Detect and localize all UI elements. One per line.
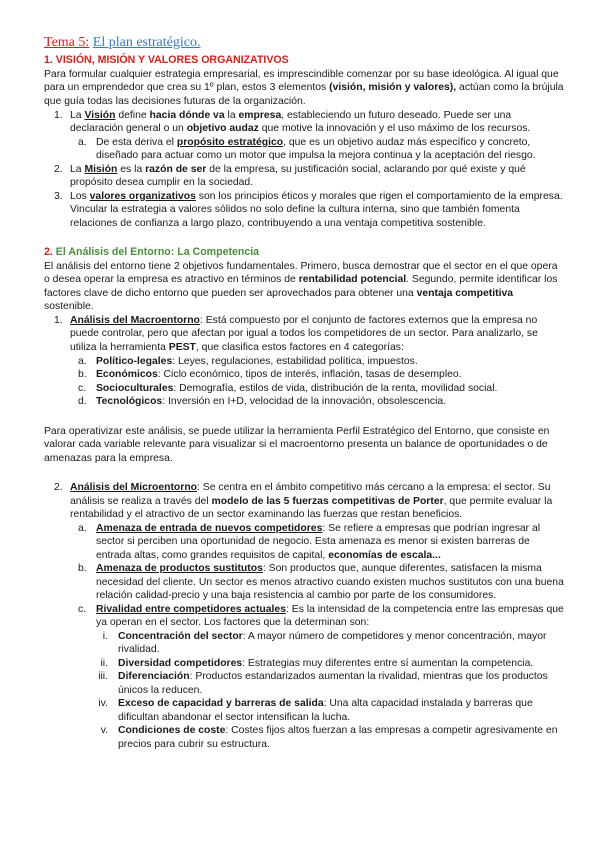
document-page <box>44 34 564 751</box>
list-item-proposito: a. De esta deriva el propósito estratégico, que es un objetivo audaz más específico y concreto, diseñado para actuar como un motor que impulsa la mejora continua y la aceptación del riesgo. <box>78 136 536 162</box>
page-title: Tema 5: El plan estratégico. <box>44 35 201 50</box>
list-item-mision: 2. La Misión es la razón de ser de la empresa, su justificación social, aclarando por qué existe y qué propósito desea cumplir en la sociedad. <box>54 163 526 189</box>
section-1-heading: 1. VISIÓN, MISIÓN Y VALORES ORGANIZATIVOS <box>44 54 289 67</box>
list-item-vision: 1. La Visión define hacia dónde va la empresa, estableciendo un futuro deseado. Puede ser una declaración general o un objetivo audaz que motive la innovación y el uso máximo de los recursos. <box>54 109 531 135</box>
perfil-estrategico-paragraph: Para operativizar este análisis, se puede utilizar la herramienta Perfil Estratégico del Entorno, que consiste en valorar cada variable relevante para visualizar si el macroentorno presenta un balance de oportunidades o de amenazas para la empresa. <box>44 425 550 464</box>
rivalidad-factor-concentracion: i. Concentración del sector: A mayor número de competidores y menor concentración, mayor rivalidad. <box>102 630 547 656</box>
list-item-macroentorno: 1. Análisis del Macroentorno: Está compuesto por el conjunto de factores externos que la empresa no puede controlar, pero que afectan por igual a todos los competidores de un sector. Para analizarlo, se utiliza la herramienta PEST, que clasifica estos factores en 4 categorías: <box>54 314 538 353</box>
list-item-microentorno: 2. Análisis del Microentorno: Se centra en el ámbito competitivo más cercano a la empresa: el sector. Su análisis se realiza a través del modelo de las 5 fuerzas competitivas de Porter, que permite evaluar la rentabilidad y el atractivo de un sector examinando las fuerzas que restan beneficios. <box>54 482 553 521</box>
pest-item-economico: b. Económicos: Ciclo económico, tipos de interés, inflación, tasas de desempleo. <box>78 369 462 381</box>
porter-item-nuevos-competidores: a. Amenaza de entrada de nuevos competidores: Se refiere a empresas que podrían ingresar al sector si perciben una oportunidad de negocio. Esta amenaza es menor si existen barreras de entrada altas, como grandes requisitos de capital, economías de escala... <box>78 522 541 561</box>
pest-item-sociocultural: c. Socioculturales: Demografía, estilos de vida, distribución de la renta, movilidad social. <box>78 382 498 394</box>
section-2-intro: El análisis del entorno tiene 2 objetivos fundamentales. Primero, busca demostrar que el sector en el que opera o desea operar la empresa es atractivo en términos de rentabilidad potencial. Segundo, permite identificar los factores clave de dicho entorno que pueden ser aprovechados para obtener una ventaja competitiva sostenible. <box>44 260 558 313</box>
section-2-heading: 2. El Análisis del Entorno: La Competencia <box>44 246 260 259</box>
rivalidad-factor-diversidad: ii. Diversidad competidores: Estrategias muy diferentes entre sí aumentan la competencia. <box>100 657 534 669</box>
rivalidad-factor-exceso-capacidad: iv. Exceso de capacidad y barreras de salida: Una alta capacidad instalada y barreras que dificultan abandonar el sector intensifican la lucha. <box>98 698 533 723</box>
rivalidad-factor-condiciones-coste: v. Condiciones de coste: Costes fijos altos fuerzan a las empresas a competir agresivamente en precios para cubrir su estructura. <box>100 725 558 750</box>
pest-item-politico: a. Político-legales: Leyes, regulaciones, estabilidad política, impuestos. <box>78 355 418 367</box>
porter-item-rivalidad: c. Rivalidad entre competidores actuales: Es la intensidad de la competencia entre las empresas que ya operan en el sector. Los factores que la determinan son: <box>78 603 564 629</box>
list-item-valores: 3. Los valores organizativos son los principios éticos y morales que rigen el comportamiento de la empresa. Vincular la estrategia a valores sólidos no solo define la cultura interna, sino que también fomenta relaciones de confianza a largo plazo, contribuyendo a una ventaja competitiva sostenible. <box>54 190 563 229</box>
pest-item-tecnologico: d. Tecnológicos: Inversión en I+D, velocidad de la innovación, obsolescencia. <box>78 396 447 408</box>
porter-item-sustitutos: b. Amenaza de productos sustitutos: Son productos que, aunque diferentes, satisfacen la misma necesidad del cliente. Un sector es menos atractivo cuando existen muchos sustitutos con una buena relación calidad-precio y una baja resistencia al cambio por parte de los consumidores. <box>78 563 564 602</box>
section-1-intro: Para formular cualquier estrategia empresarial, es imprescindible comenzar por su base ideológica. Al igual que para un emprendedor que crea su 1º plan, estos 3 elementos (visión, misión y valores), actúan como la brújula que guía todas las decisiones futuras de la organización. <box>44 68 564 107</box>
rivalidad-factor-diferenciacion: iii. Diferenciación: Productos estandarizados aumentan la rivalidad, mientras que los productos únicos la reducen. <box>98 671 548 696</box>
